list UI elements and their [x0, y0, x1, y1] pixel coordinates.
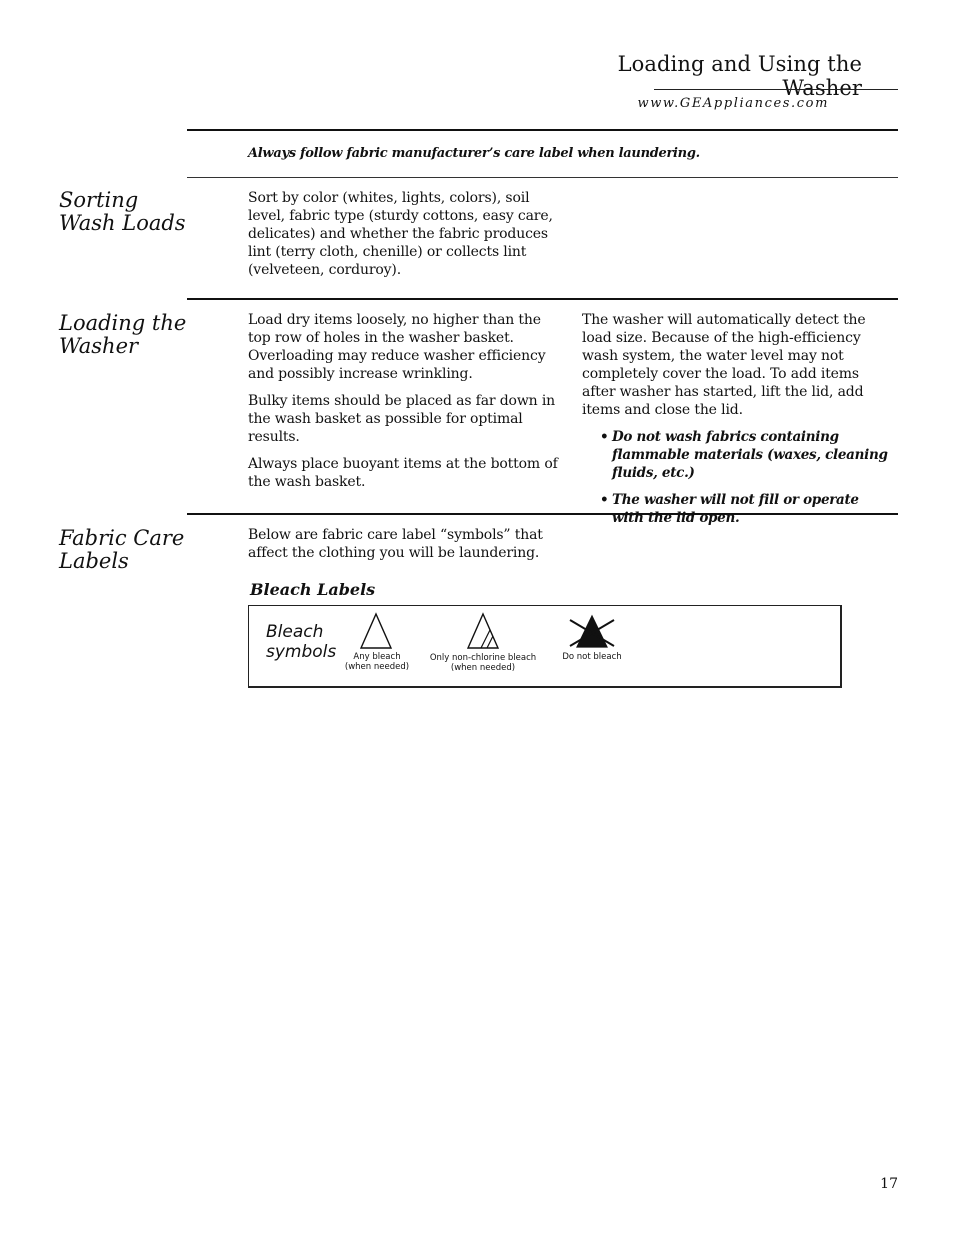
page-number: 17 [880, 1176, 898, 1192]
loading-paragraph: Always place buoyant items at the bottom of the wash basket. [248, 456, 558, 490]
loading-paragraph: The washer will automatically detect the load size. Because of the high-efficiency wash system, the water level may not completely cover the load. To add items after washer has started, lift the lid, add items and close the lid. [582, 312, 866, 418]
loading-column-left [248, 311, 560, 500]
symbol-caption: Any bleach (when needed) [344, 652, 410, 672]
loading-paragraph: Load dry items loosely, no higher than the top row of holes in the washer basket. Overloading may reduce washer efficiency and possibly increase wrinkling. [248, 312, 546, 382]
section-title-fabric-care: Fabric Care Labels [59, 526, 185, 573]
sorting-text: Sort by color (whites, lights, colors), soil level, fabric type (sturdy cottons, easy care, delicates) and whether the fabric produces lint (terry cloth, chenille) or collects lint (velveteen, corduroy). [248, 190, 553, 278]
symbol-caption: Only non-chlorine bleach (when needed) [429, 653, 537, 673]
website-link[interactable]: www.GEAppliances.com [637, 96, 829, 111]
section-divider [187, 513, 898, 515]
loading-paragraph: Bulky items should be placed as far down in the wash basket as possible for optimal results. [248, 393, 556, 445]
section-title-loading: Loading the Washer [59, 311, 187, 358]
header-divider [654, 89, 898, 90]
warning-item: • Do not wash fabrics containing flammable materials (waxes, cleaning fluids, etc.) [600, 429, 888, 481]
striped-triangle-icon [465, 612, 501, 650]
section-divider [187, 298, 898, 300]
loading-column-right [582, 311, 894, 536]
section-divider [187, 177, 898, 178]
section-divider [187, 129, 898, 131]
symbol-caption: Do not bleach [562, 652, 622, 662]
section-title-sorting: Sorting Wash Loads [59, 188, 186, 235]
page-title: Loading and Using the Washer [617, 52, 862, 100]
warning-item: • The washer will not fill or operate with the lid open. [600, 492, 859, 526]
crossed-triangle-icon [566, 614, 618, 650]
fabric-care-text: Below are fabric care label “symbols” that affect the clothing you will be laundering. [248, 527, 543, 561]
care-label-note: Always follow fabric manufacturer’s care label when laundering. [248, 146, 700, 161]
triangle-icon [358, 612, 394, 650]
bleach-symbols-title: Bleach symbols [266, 622, 337, 662]
bleach-labels-heading: Bleach Labels [250, 580, 376, 599]
